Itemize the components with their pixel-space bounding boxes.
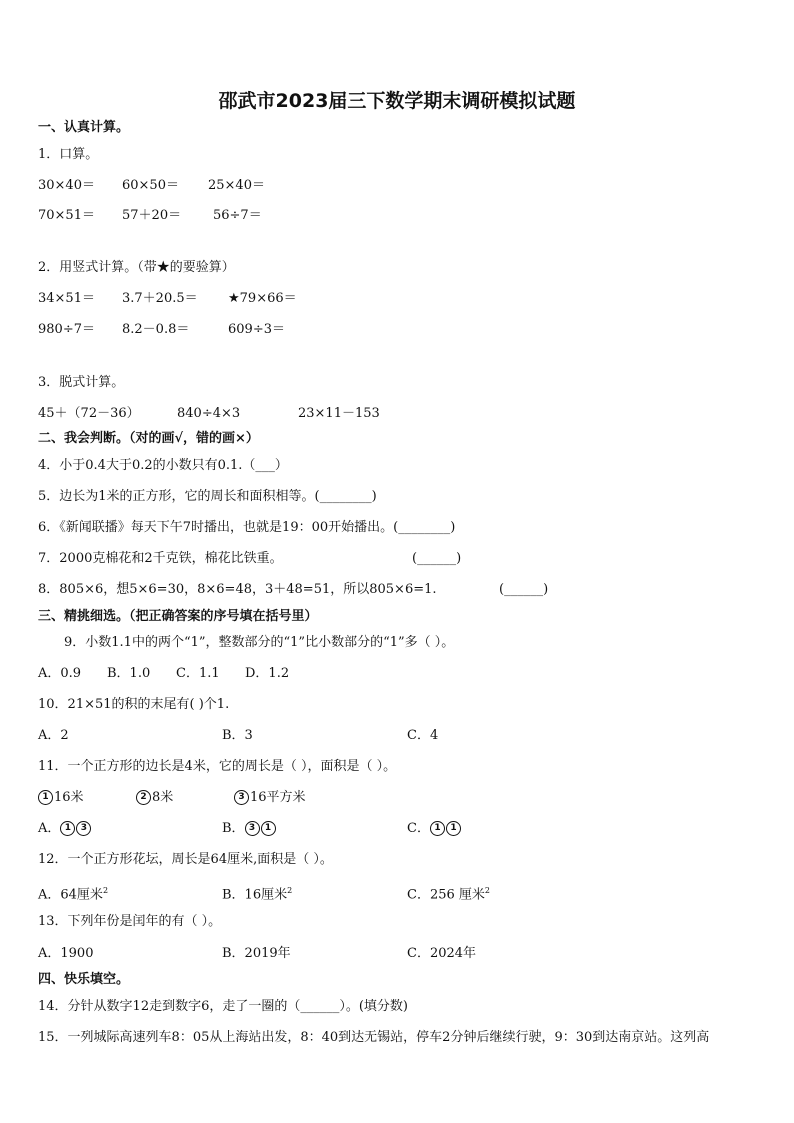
q1-item: 57＋20＝ [122,208,182,223]
circled-number: 2 [136,790,151,805]
section-2-heading: 二、我会判断。（对的画√，错的画×） [38,431,259,446]
q2-item: 3.7＋20.5＝ [122,291,198,306]
question-14: 14．分针从数字12走到数字6，走了一圈的（______）。(填分数) [38,999,408,1014]
section-3-heading: 三、精挑细选。（把正确答案的序号填在括号里） [38,609,318,624]
page-title: 邵武市2023届三下数学期末调研模拟试题 [218,90,576,112]
q10-option: C．4 [407,728,439,743]
question-15: 15．一列城际高速列车8：05从上海站出发，8：40到达无锡站，停车2分钟后继续行驶，9：30到达南京站。这列高 [38,1030,710,1045]
q11-option: C． 1 1 [407,820,462,838]
q11-item: 2 8米 [136,789,173,807]
q13-option: B．2019年 [222,946,291,961]
section-4-heading: 四、快乐填空。 [38,972,130,987]
q13-option: A．1900 [38,946,94,961]
q2-item: 34×51＝ [38,291,95,306]
q2-item: 8.2－0.8＝ [122,322,190,337]
circled-number: 3 [245,821,260,836]
q11-item: 1 16米 [38,789,84,807]
q1-item: 56÷7＝ [213,208,262,223]
q11-option: B． 3 1 [222,820,277,838]
q13-option: C．2024年 [407,946,477,961]
q2-item: 609÷3＝ [228,322,285,337]
question-11: 11．一个正方形的边长是4米，它的周长是（ ），面积是（ ）。 [38,759,397,774]
circled-number: 1 [430,821,445,836]
q11-option: A． 1 3 [38,820,92,838]
q10-option: B．3 [222,728,253,743]
question-7-blank: (______) [412,551,462,566]
q9-option: B．1.0 [107,666,151,681]
circled-number: 1 [38,790,53,805]
q12-option: B．16厘米$^2$ [222,886,293,903]
question-9: 9．小数1.1中的两个“1”，整数部分的“1”比小数部分的“1”多（ ）。 [64,635,455,650]
circled-number: 1 [446,821,461,836]
circled-number: 1 [261,821,276,836]
question-8: 8．805×6，想5×6=30，8×6=48，3＋48=51，所以805×6=1. [38,582,437,597]
q12-option: C．256 厘米$^2$ [407,886,490,903]
question-6: 6．《新闻联播》每天下午7时播出，也就是19：00开始播出。(________) [38,520,456,535]
q3-item: 23×11－153 [298,406,380,421]
q1-item: 30×40＝ [38,178,95,193]
question-2-label: 2．用竖式计算。（带★的要验算） [38,260,235,275]
question-13: 13．下列年份是闰年的有（ ）。 [38,914,222,929]
q1-item: 25×40＝ [208,178,265,193]
section-1-heading: 一、认真计算。 [38,120,130,135]
circled-number: 3 [234,790,249,805]
q11-item: 3 16平方米 [234,789,306,807]
q2-item: ★79×66＝ [228,291,297,306]
question-8-blank: (______) [499,582,549,597]
circled-number: 1 [60,821,75,836]
q1-item: 60×50＝ [122,178,179,193]
q10-option: A．2 [38,728,69,743]
question-1-label: 1．口算。 [38,147,99,162]
q9-option: D．1.2 [245,666,290,681]
q9-option: A．0.9 [38,666,82,681]
question-12: 12．一个正方形花坛，周长是64厘米,面积是（ ）。 [38,852,333,867]
q3-item: 840÷4×3 [177,406,241,421]
question-4: 4．小于0.4大于0.2的小数只有0.1.（___） [38,458,288,473]
q2-item: 980÷7＝ [38,322,95,337]
question-5: 5．边长为1米的正方形，它的周长和面积相等。(________) [38,489,377,504]
question-3-label: 3．脱式计算。 [38,375,125,390]
question-7: 7．2000克棉花和2千克铁，棉花比铁重。 [38,551,283,566]
q12-option: A．64厘米$^2$ [38,886,109,903]
q1-item: 70×51＝ [38,208,95,223]
circled-number: 3 [76,821,91,836]
question-10: 10．21×51的积的末尾有( )个1. [38,697,230,712]
q3-item: 45＋（72－36） [38,406,140,421]
q9-option: C．1.1 [176,666,220,681]
